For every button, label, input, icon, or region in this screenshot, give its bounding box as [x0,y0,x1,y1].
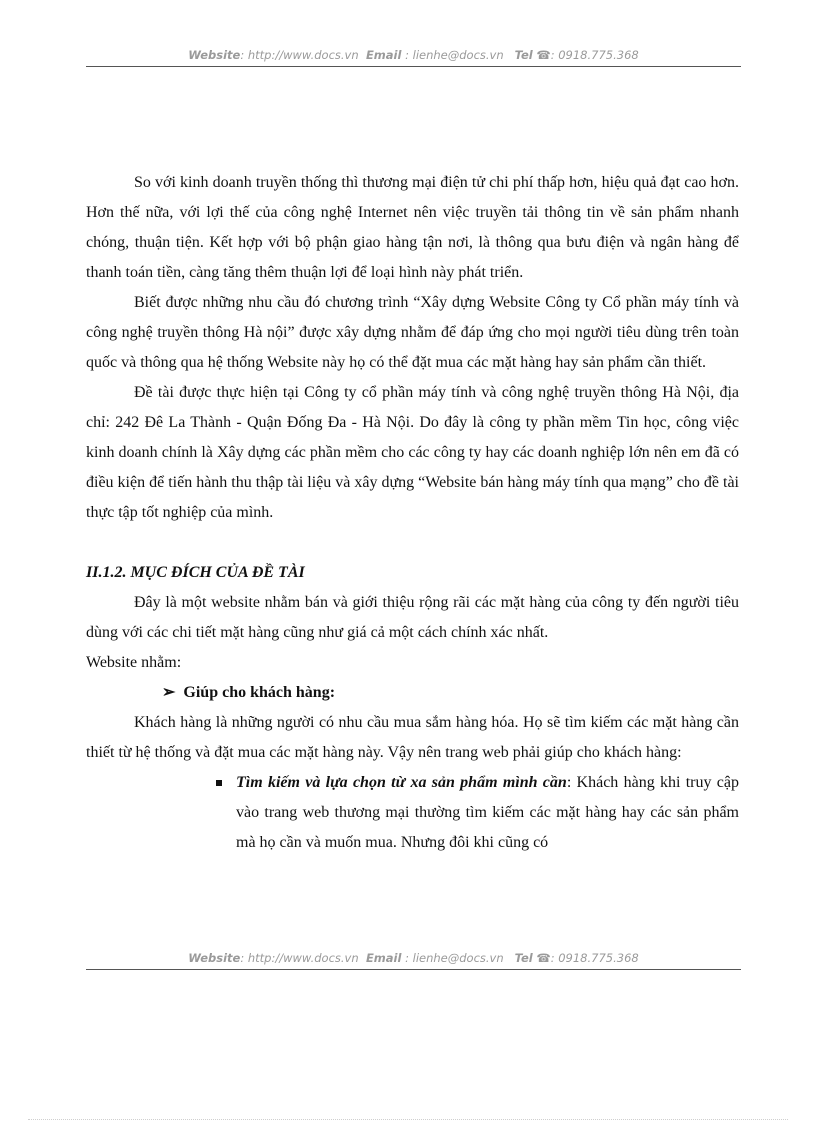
paragraph-3: Đề tài được thực hiện tại Công ty cổ phần máy tính và công nghệ truyền thông Hà Nội, địa chỉ: 242 Đê La Thành - Quận Đống Đa - Hà Nội. Do đây là công ty phần mềm Tin học, công việc kinh doanh chính là Xây dựng các phần mềm cho các công ty hay các doanh nghiệp lớn nên em đã có điều kiện để tiến hành thu thập tài liệu và xây dựng “Website bán hàng máy tính qua mạng” cho đề tài thực tập tốt nghiệp của mình. [86,384,739,521]
header-website-url[interactable]: : http://www.docs.vn [240,48,359,62]
phone-icon: ☎ [536,951,551,965]
header-tel-value: : 0918.775.368 [550,48,639,62]
page-footer [86,951,741,965]
document-body [86,168,739,858]
arrow-bullet-icon: ➢ [162,684,176,701]
paragraph-2: Biết được những nhu cầu đó chương trình “Xây dựng Website Công ty Cổ phần máy tính và công nghệ truyền thông Hà nội” được xây dựng nhằm để đáp ứng cho mọi người tiêu dùng trên toàn quốc và thông qua hệ thống Website này họ có thể đặt mua các mặt hàng hay sản phẩm cần thiết. [86,294,739,371]
header-website-label: Website [188,48,241,62]
arrow-item-label: Giúp cho khách hàng: [183,684,336,701]
bullet-item-text: : Khách hàng khi truy cập vào trang web thương mại thường tìm kiếm các mặt hàng hay các sản phẩm mà họ cần và muốn mua. Nhưng đôi khi cũng có [236,774,740,851]
section-heading: II.1.2. MỤC ĐÍCH CỦA ĐỀ TÀI [86,564,305,581]
page-header [86,48,741,62]
phone-icon: ☎ [536,48,551,62]
footer-tel-value: : 0918.775.368 [550,951,639,965]
header-tel-label: Tel [514,48,533,62]
arrow-item [86,678,739,708]
paragraph-1: So với kinh doanh truyền thống thì thương mại điện tử chi phí thấp hơn, hiệu quả đạt cao hơn. Hơn thế nữa, với lợi thế của công nghệ Internet nên việc truyền tải thông tin về sản phẩm nhanh chóng, thuận tiện. Kết hợp với bộ phận giao hàng tận nơi, là thông qua bưu điện và ngân hàng để thanh toán tiền, càng tăng thêm thuận lợi để loại hình này phát triển. [86,174,739,281]
paragraph-5: Website nhằm: [86,654,182,671]
header-email-label: Email [365,48,402,62]
page-edge-divider [28,1119,788,1120]
square-bullet-icon [216,780,222,786]
header-rule [86,66,741,67]
footer-website-url[interactable]: : http://www.docs.vn [240,951,359,965]
paragraph-4: Đây là một website nhằm bán và giới thiệu rộng rãi các mặt hàng của công ty đến người tiêu dùng với các chi tiết mặt hàng cũng như giá cả một cách chính xác nhất. [86,594,739,641]
bullet-item-lead: Tìm kiếm và lựa chọn từ xa sản phẩm mình cần [236,774,567,791]
footer-email-label: Email [365,951,402,965]
footer-tel-label: Tel [514,951,533,965]
footer-website-label: Website [188,951,241,965]
paragraph-6: Khách hàng là những người có nhu cầu mua sắm hàng hóa. Họ sẽ tìm kiếm các mặt hàng cần thiết từ hệ thống và đặt mua các mặt hàng này. Vậy nên trang web phải giúp cho khách hàng: [86,714,739,761]
footer-email-value[interactable]: : lienhe@docs.vn [401,951,504,965]
header-email-value[interactable]: : lienhe@docs.vn [401,48,504,62]
footer-rule [86,969,741,970]
bullet-item [86,768,739,858]
